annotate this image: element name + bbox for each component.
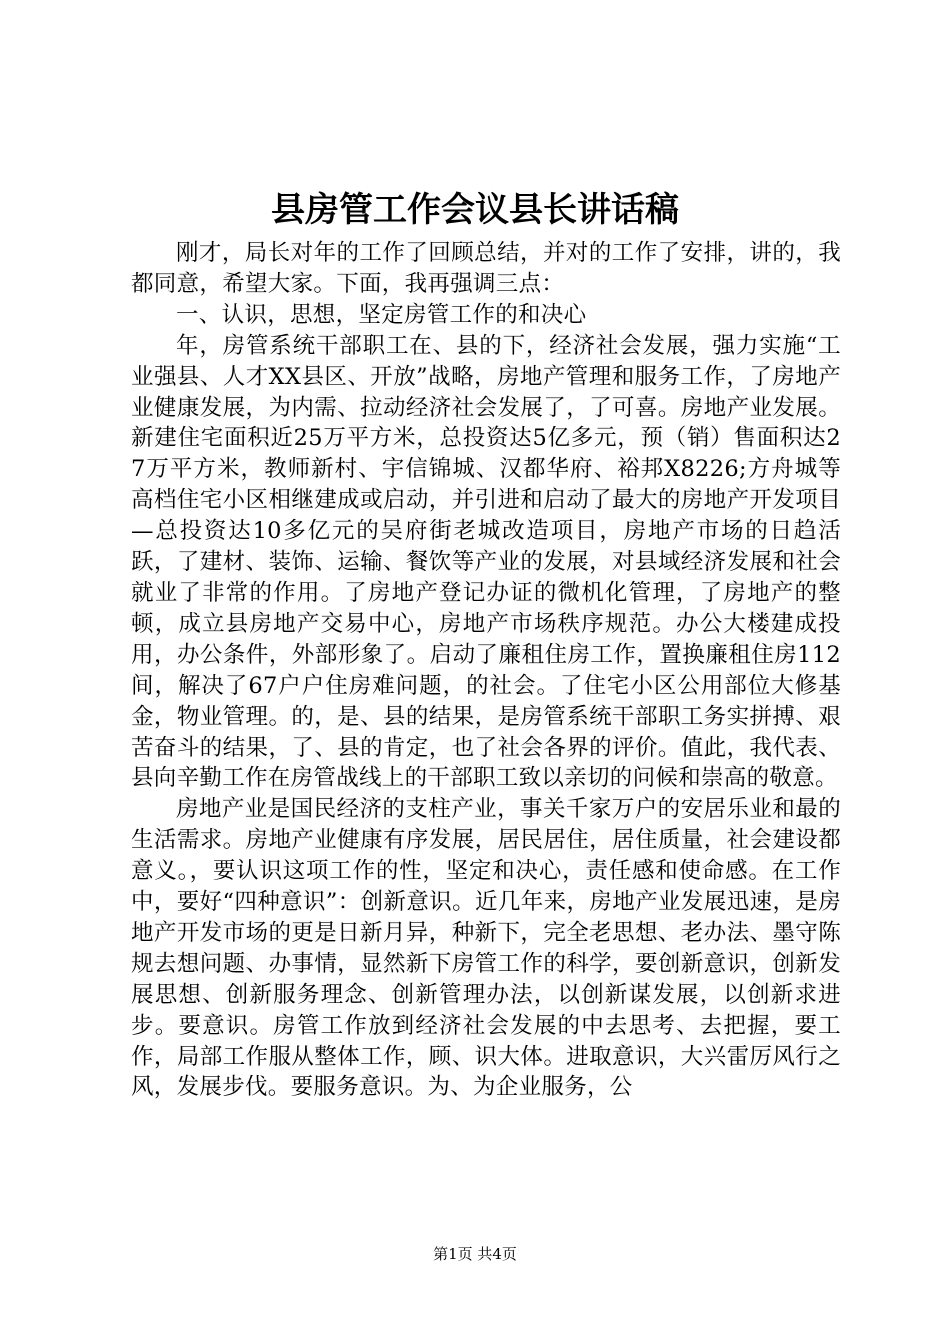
section-heading-1: 一、认识，思想，坚定房管工作的和决心 [176, 301, 587, 328]
paragraph-intro: 刚才，局长对年的工作了回顾总结，并对的工作了安排，讲的，我都同意，希望大家。下面，我再强调三点： [131, 240, 841, 297]
paragraph-achievements: 年，房管系统干部职工在、县的下，经济社会发展，强力实施“工业强县、人才XX县区、开放”战略，房地产管理和服务工作，了房地产业健康发展，为内需、拉动经济社会发展了，了可喜。房地产业发展。新建住宅面积近25万平方米，总投资达5亿多元，预（销）售面积达27万平方米，教师新村、宇信锦城、汉都华府、裕邦X8226;方舟城等高档住宅小区相继建成或启动，并引进和启动了最大的房地产开发项目—总投资达10多亿元的吴府街老城改造项目，房地产市场的日趋活跃，了建材、装饰、运输、餐饮等产业的发展，对县域经济发展和社会就业了非常的作用。了房地产登记办证的微机化管理，了房地产的整顿，成立县房地产交易中心，房地产市场秩序规范。办公大楼建成投用，办公条件，外部形象了。启动了廉租住房工作，置换廉租住房112间，解决了67户户住房难问题，的社会。了住宅小区公用部位大修基金，物业管理。的，是、县的结果，是房管系统干部职工务实拼搏、艰苦奋斗的结果，了、县的肯定，也了社会各界的评价。值此，我代表、县向辛勤工作在房管战线上的干部职工致以亲切的问候和崇高的敬意。 [131, 332, 841, 792]
document-body [131, 238, 841, 1103]
paragraph-four-awareness: 房地产业是国民经济的支柱产业，事关千家万户的安居乐业和最的生活需求。房地产业健康有序发展，居民居住，居住质量，社会建设都意义。，要认识这项工作的性，坚定和决心，责任感和使命感。在工作中，要好“四种意识”：创新意识。近几年来，房地产业发展迅速，是房地产开发市场的更是日新月异，种新下，完全老思想、老办法、墨守陈规去想问题、办事情，显然新下房管工作的科学，要创新意识，创新发展思想、创新服务理念、创新管理办法，以创新谋发展，以创新求进步。要意识。房管工作放到经济社会发展的中去思考、去把握，要工作，局部工作服从整体工作，顾、识大体。进取意识，大兴雷厉风行之风，发展步伐。要服务意识。为、为企业服务，公 [131, 796, 841, 1101]
document-title: 县房管工作会议县长讲话稿 [271, 190, 679, 230]
page-number-footer: 第1页 共4页 [433, 1245, 517, 1263]
